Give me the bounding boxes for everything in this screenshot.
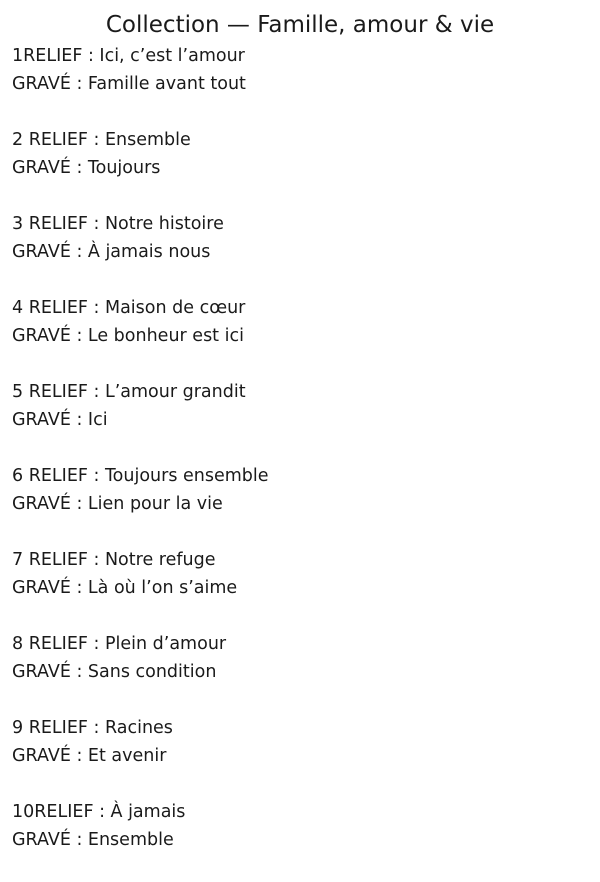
relief-text: 6 RELIEF : Toujours ensemble [12, 466, 269, 486]
grave-text: GRAVÉ : Toujours [12, 158, 161, 178]
entry-1 [12, 42, 592, 126]
relief-text: 1RELIEF : Ici, c’est l’amour [12, 46, 245, 66]
entry-list [12, 42, 592, 882]
relief-text: 2 RELIEF : Ensemble [12, 130, 191, 150]
grave-text: GRAVÉ : Là où l’on s’aime [12, 578, 238, 598]
grave-text: GRAVÉ : Lien pour la vie [12, 494, 223, 514]
entry-10 [12, 798, 592, 882]
relief-text: 4 RELIEF : Maison de cœur [12, 298, 246, 318]
grave-text: GRAVÉ : Et avenir [12, 746, 167, 766]
entry-9 [12, 714, 592, 798]
entry-3 [12, 210, 592, 294]
relief-text: 10RELIEF : À jamais [12, 802, 186, 822]
entry-8 [12, 630, 592, 714]
entry-7 [12, 546, 592, 630]
grave-text: GRAVÉ : Sans condition [12, 662, 217, 682]
entry-5 [12, 378, 592, 462]
relief-text: 9 RELIEF : Racines [12, 718, 173, 738]
page-title: Collection — Famille, amour & vie [105, 12, 495, 38]
relief-text: 8 RELIEF : Plein d’amour [12, 634, 227, 654]
relief-text: 7 RELIEF : Notre refuge [12, 550, 216, 570]
grave-text: GRAVÉ : Famille avant tout [12, 74, 246, 94]
grave-text: GRAVÉ : Ici [12, 410, 108, 430]
grave-text: GRAVÉ : À jamais nous [12, 242, 211, 262]
entry-2 [12, 126, 592, 210]
entry-4 [12, 294, 592, 378]
grave-text: GRAVÉ : Ensemble [12, 830, 174, 850]
entry-6 [12, 462, 592, 546]
grave-text: GRAVÉ : Le bonheur est ici [12, 326, 244, 346]
relief-text: 5 RELIEF : L’amour grandit [12, 382, 246, 402]
relief-text: 3 RELIEF : Notre histoire [12, 214, 224, 234]
